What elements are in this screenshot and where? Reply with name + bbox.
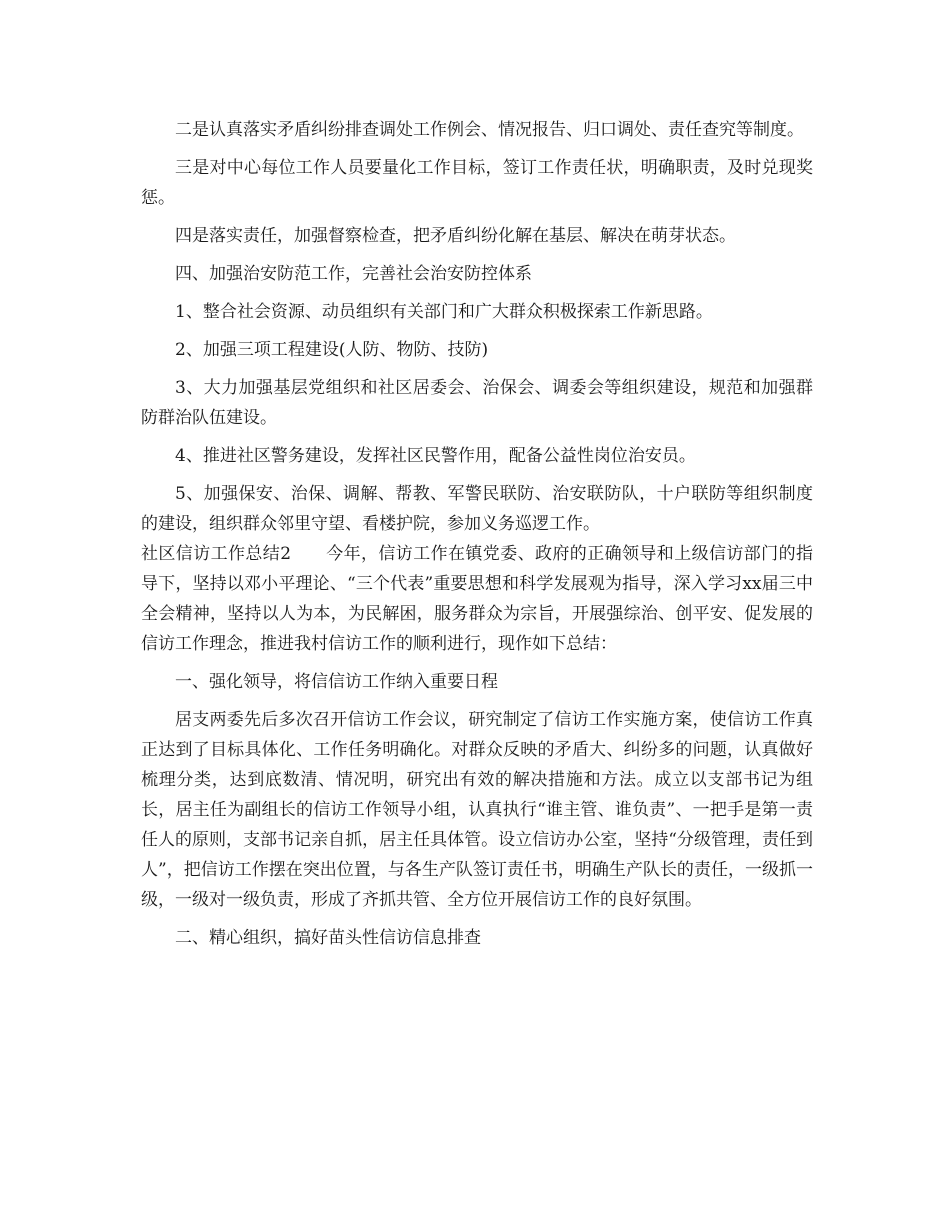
list-item: 2、加强三项工程建设(人防、物防、技防) bbox=[175, 340, 489, 360]
list-item: 5、加强保安、治保、调解、帮教、军警民联防、治安联防队，十户联防等组织制度的建设，组织群众邻里守望、看楼护院，参加义务巡逻工作。 bbox=[141, 484, 813, 534]
document-body bbox=[141, 115, 813, 961]
list-item: 1、整合社会资源、动员组织有关部门和广大群众积极探索工作新思路。 bbox=[175, 302, 713, 322]
section-heading: 一、强化领导，将信信访工作纳入重要日程 bbox=[175, 672, 498, 692]
section-heading: 四、加强治安防范工作，完善社会治安防控体系 bbox=[175, 264, 532, 284]
paragraph: 居支两委先后多次召开信访工作会议，研究制定了信访工作实施方案，使信访工作真正达到了目标具体化、工作任务明确化。对群众反映的矛盾大、纠纷多的问题，认真做好梳理分类，达到底数清、情况明，研究出有效的解决措施和方法。成立以支部书记为组长，居主任为副组长的信访工作领导小组，认真执行“谁主管、谁负责”、一把手是第一责任人的原则，支部书记亲自抓，居主任具体管。设立信访办公室，坚持“分级管理，责任到人”，把信访工作摆在突出位置，与各生产队签订责任书，明确生产队长的责任，一级抓一级，一级对一级负责，形成了齐抓共管、全方位开展信访工作的良好氛围。 bbox=[141, 710, 813, 910]
paragraph: 三是对中心每位工作人员要量化工作目标，签订工作责任状，明确职责，及时兑现奖惩。 bbox=[141, 158, 813, 208]
paragraph: 四是落实责任，加强督察检查，把矛盾纠纷化解在基层、解决在萌芽状态。 bbox=[175, 226, 736, 246]
paragraph: 二是认真落实矛盾纠纷排查调处工作例会、情况报告、归口调处、责任查究等制度。 bbox=[175, 120, 804, 140]
section-heading: 二、精心组织，搞好苗头性信访信息排查 bbox=[175, 928, 481, 948]
list-item: 3、大力加强基层党组织和社区居委会、治保会、调委会等组织建设，规范和加强群防群治队伍建设。 bbox=[141, 378, 813, 428]
list-item: 4、推进社区警务建设，发挥社区民警作用，配备公益性岗位治安员。 bbox=[175, 446, 696, 466]
summary-intro-paragraph: 社区信访工作总结2 今年，信访工作在镇党委、政府的正确领导和上级信访部门的指导下，坚持以邓小平理论、“三个代表”重要思想和科学发展观为指导，深入学习xx届三中全会精神，坚持以人为本，为民解困，服务群众为宗旨，开展强综治、创平安、促发展的信访工作理念，推进我村信访工作的顺利进行，现作如下总结： bbox=[141, 544, 813, 654]
